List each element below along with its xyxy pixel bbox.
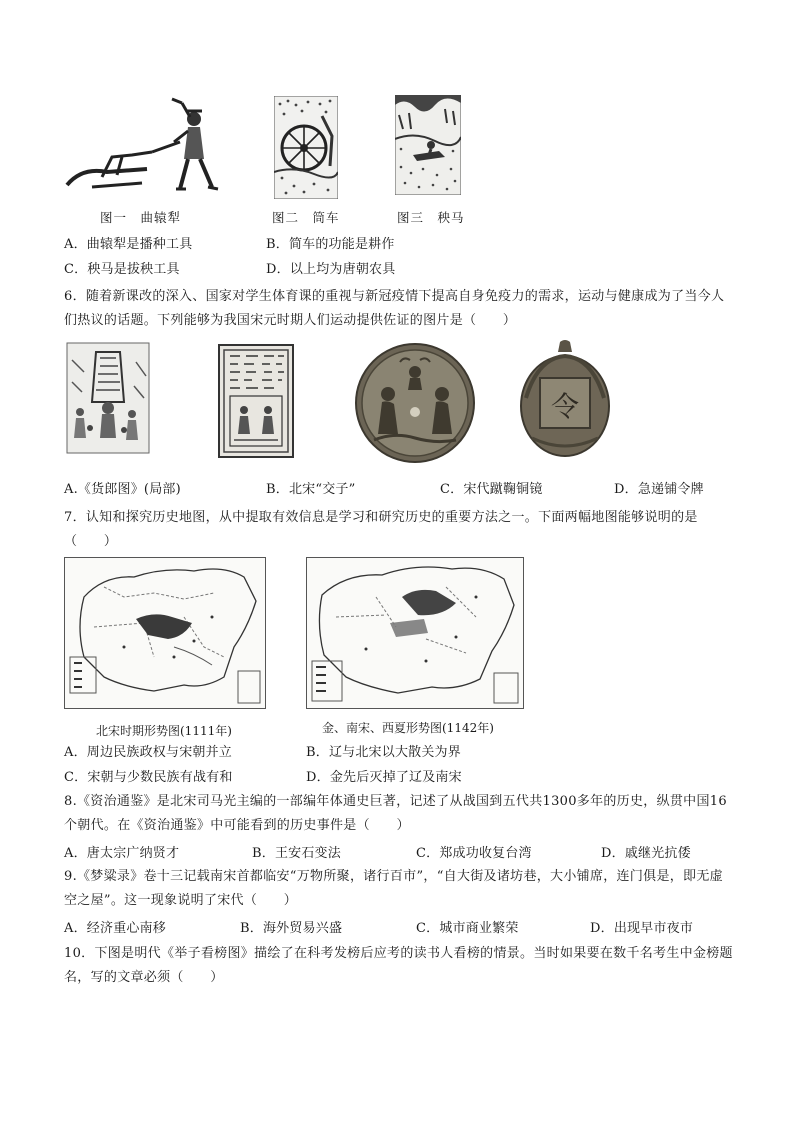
q5-option-d: D．以上均为唐朝农具 xyxy=(266,262,396,277)
image-cuju-bronze-mirror xyxy=(354,342,476,464)
q9-option-a: A．经济重心南移 xyxy=(64,921,166,936)
q9-option-c: C．城市商业繁荣 xyxy=(416,921,519,936)
map-jin-southern-song-western-xia-1142 xyxy=(306,557,524,709)
map-northern-song-1111 xyxy=(64,557,266,709)
figure1-caption: 图一 曲辕犁 xyxy=(100,210,182,225)
map2-caption: 金、南宋、西夏形势图(1142年) xyxy=(322,721,494,735)
q6-option-a: A.《货郎图》(局部) xyxy=(64,482,181,497)
map1-caption: 北宋时期形势图(1111年) xyxy=(96,724,232,738)
q7-option-d: D．金先后灭掉了辽及南宋 xyxy=(306,770,462,785)
q8-option-c: C．郑成功收复台湾 xyxy=(416,846,532,861)
q7-option-c: C．宋朝与少数民族有战有和 xyxy=(64,770,233,785)
image-jiaozi-banknote xyxy=(218,344,294,458)
q5-option-c: C．秧马是拔秧工具 xyxy=(64,262,180,277)
q6-option-b: B．北宋“交子” xyxy=(266,482,356,497)
figure-curved-plow xyxy=(62,97,222,197)
q7-option-a: A．周边民族政权与宋朝并立 xyxy=(64,745,232,760)
q8-option-b: B．王安石变法 xyxy=(252,846,341,861)
q6-option-d: D．急递铺令牌 xyxy=(614,482,704,497)
image-peddler-painting xyxy=(66,342,150,454)
figure-rice-seedling-horse xyxy=(395,95,461,195)
figure2-caption: 图二 筒车 xyxy=(272,210,340,225)
q6-stem: 6．随着新课改的深入、国家对学生体育课的重视与新冠疫情下提高自身免疫力的需求，运动与健康成为了当今人们热议的话题。下列能够为我国宋元时期人们运动提供佐证的图片是（ ） xyxy=(64,289,725,328)
q7-stem: 7．认知和探究历史地图，从中提取有效信息是学习和研究历史的重要方法之一。下面两幅地图能够说明的是（ ） xyxy=(64,510,698,549)
q8-option-a: A．唐太宗广纳贤才 xyxy=(64,846,180,861)
image-urgent-post-token xyxy=(518,338,612,458)
q10-stem: 10．下图是明代《举子看榜图》描绘了在科考发榜后应考的读书人看榜的情景。当时如果要在数千名考生中金榜题名，写的文章必须（ ） xyxy=(64,946,733,985)
figure3-caption: 图三 秧马 xyxy=(397,210,465,225)
q8-option-d: D．戚继光抗倭 xyxy=(601,846,691,861)
q5-option-a: A．曲辕犁是播种工具 xyxy=(64,237,193,252)
q6-option-c: C．宋代蹴鞠铜镜 xyxy=(440,482,543,497)
q8-stem: 8.《资治通鉴》是北宋司马光主编的一部编年体通史巨著，记述了从战国到五代共1300多年的历史，纵贯中国16个朝代。在《资治通鉴》中可能看到的历史事件是（ ） xyxy=(64,794,727,833)
q9-option-d: D．出现早市夜市 xyxy=(590,921,694,936)
q7-option-b: B．辽与北宋以大散关为界 xyxy=(306,745,461,760)
q9-option-b: B．海外贸易兴盛 xyxy=(240,921,343,936)
q9-stem: 9.《梦粱录》卷十三记载南宋首都临安“万物所聚，诸行百市”，“自大街及诸坊巷，大小铺席，连门俱是，即无虚空之屋”。这一现象说明了宋代（ ） xyxy=(64,869,723,908)
q5-option-b: B．简车的功能是耕作 xyxy=(266,237,395,252)
figure-tube-waterwheel xyxy=(274,96,338,199)
token-char: 令 xyxy=(550,390,580,423)
